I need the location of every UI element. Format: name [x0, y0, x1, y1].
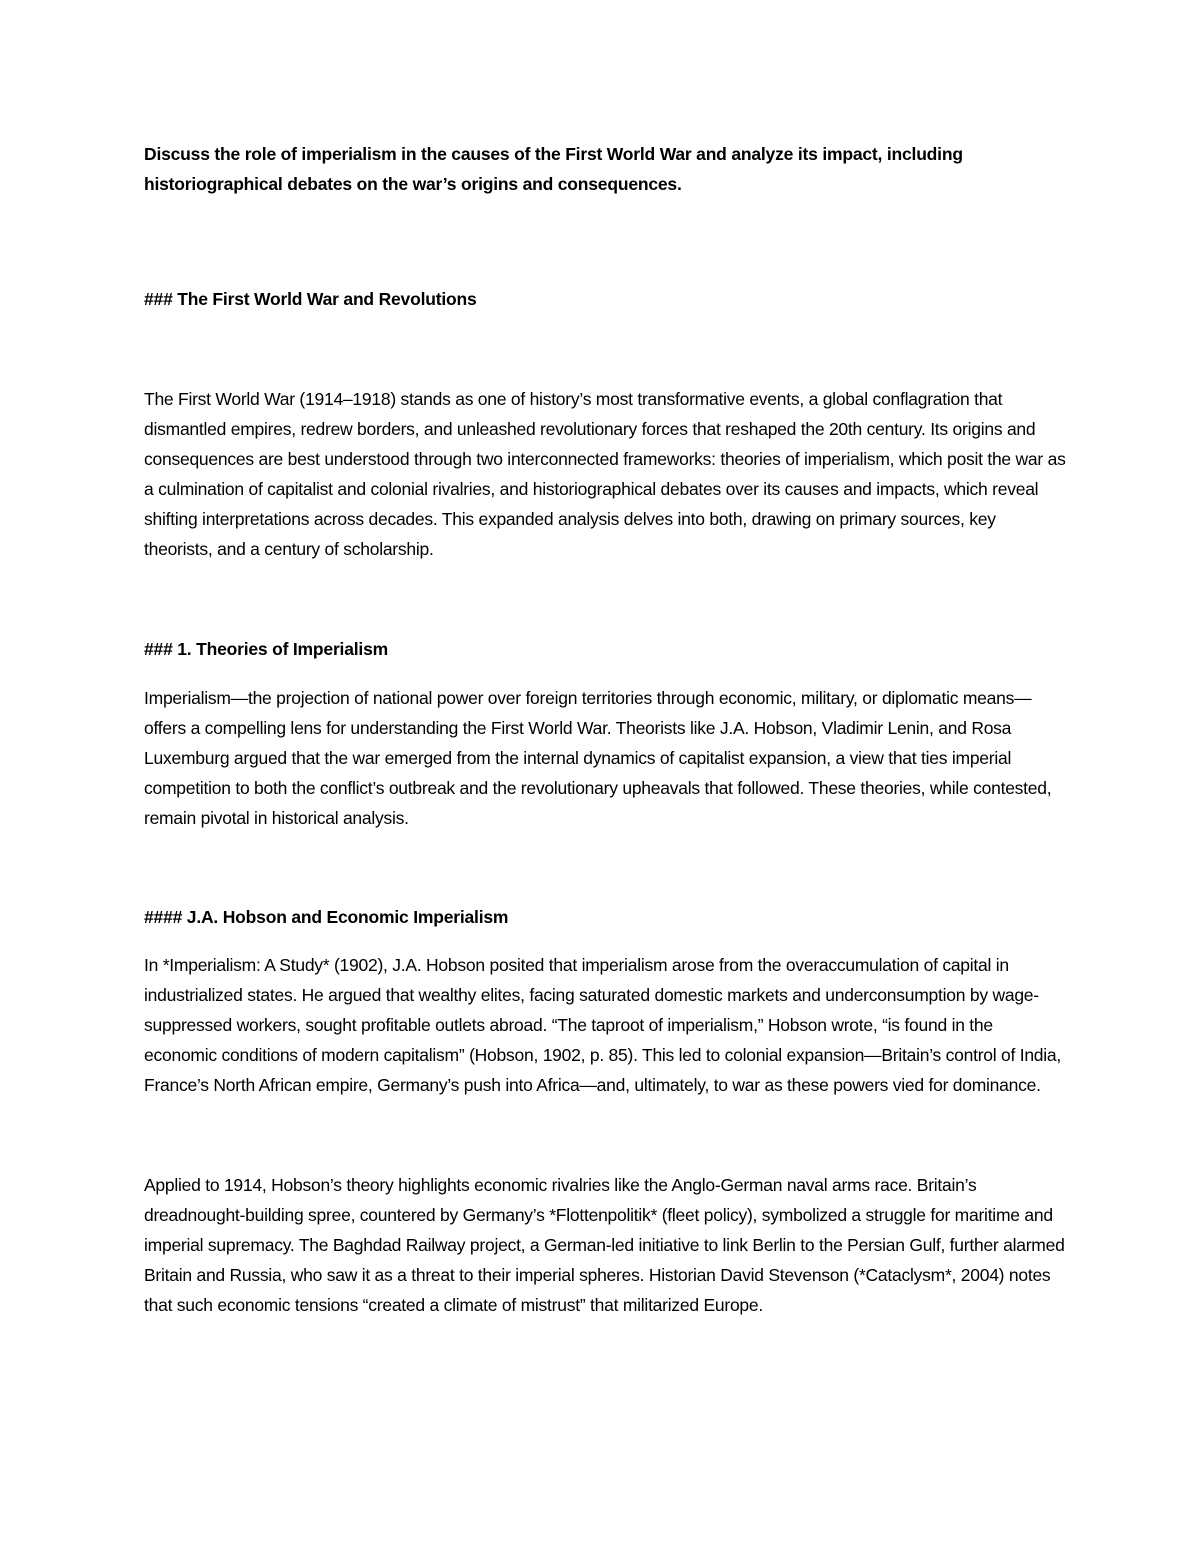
section-heading-theories: ### 1. Theories of Imperialism [144, 639, 388, 659]
section-heading-hobson: #### J.A. Hobson and Economic Imperialism [144, 907, 509, 927]
theories-paragraph: Imperialism—the projection of national power over foreign territories through economic, military, or diplomatic means—offers a compelling lens for understanding the First World War. Theorists like J.A. Hobson, Vladimir Lenin, and Rosa Luxemburg argued that the war emerged from the internal dynamics of capitalist expansion, a view that ties imperial competition to both the conflict’s outbreak and the revolutionary upheavals that followed. These theories, while contested, remain pivotal in historical analysis. [144, 688, 1052, 828]
hobson-paragraph-1: In *Imperialism: A Study* (1902), J.A. Hobson posited that imperialism arose from the overaccumulation of capital in industrialized states. He argued that wealthy elites, facing saturated domestic markets and underconsumption by wage-suppressed workers, sought profitable outlets abroad. “The taproot of imperialism,” Hobson wrote, “is found in the economic conditions of modern capitalism” (Hobson, 1902, p. 85). This led to colonial expansion—Britain’s control of India, France’s North African empire, Germany’s push into Africa—and, ultimately, to war as these powers vied for dominance. [144, 955, 1062, 1095]
document-title: Discuss the role of imperialism in the causes of the First World War and analyze its impact, including historiographical debates on the war’s origins and consequences. [144, 144, 963, 194]
document-body [144, 139, 1066, 1320]
section-heading-first-world-war: ### The First World War and Revolutions [144, 289, 477, 309]
hobson-paragraph-2: Applied to 1914, Hobson’s theory highlights economic rivalries like the Anglo-German naval arms race. Britain’s dreadnought-building spree, countered by Germany’s *Flottenpolitik* (fleet policy), symbolized a struggle for maritime and imperial supremacy. The Baghdad Railway project, a German-led initiative to link Berlin to the Persian Gulf, further alarmed Britain and Russia, who saw it as a threat to their imperial spheres. Historian David Stevenson (*Cataclysm*, 2004) notes that such economic tensions “created a climate of mistrust” that militarized Europe. [144, 1175, 1065, 1315]
intro-paragraph: The First World War (1914–1918) stands as one of history’s most transformative events, a global conflagration that dismantled empires, redrew borders, and unleashed revolutionary forces that reshaped the 20th century. Its origins and consequences are best understood through two interconnected frameworks: theories of imperialism, which posit the war as a culmination of capitalist and colonial rivalries, and historiographical debates over its causes and impacts, which reveal shifting interpretations across decades. This expanded analysis delves into both, drawing on primary sources, key theorists, and a century of scholarship. [144, 389, 1066, 559]
